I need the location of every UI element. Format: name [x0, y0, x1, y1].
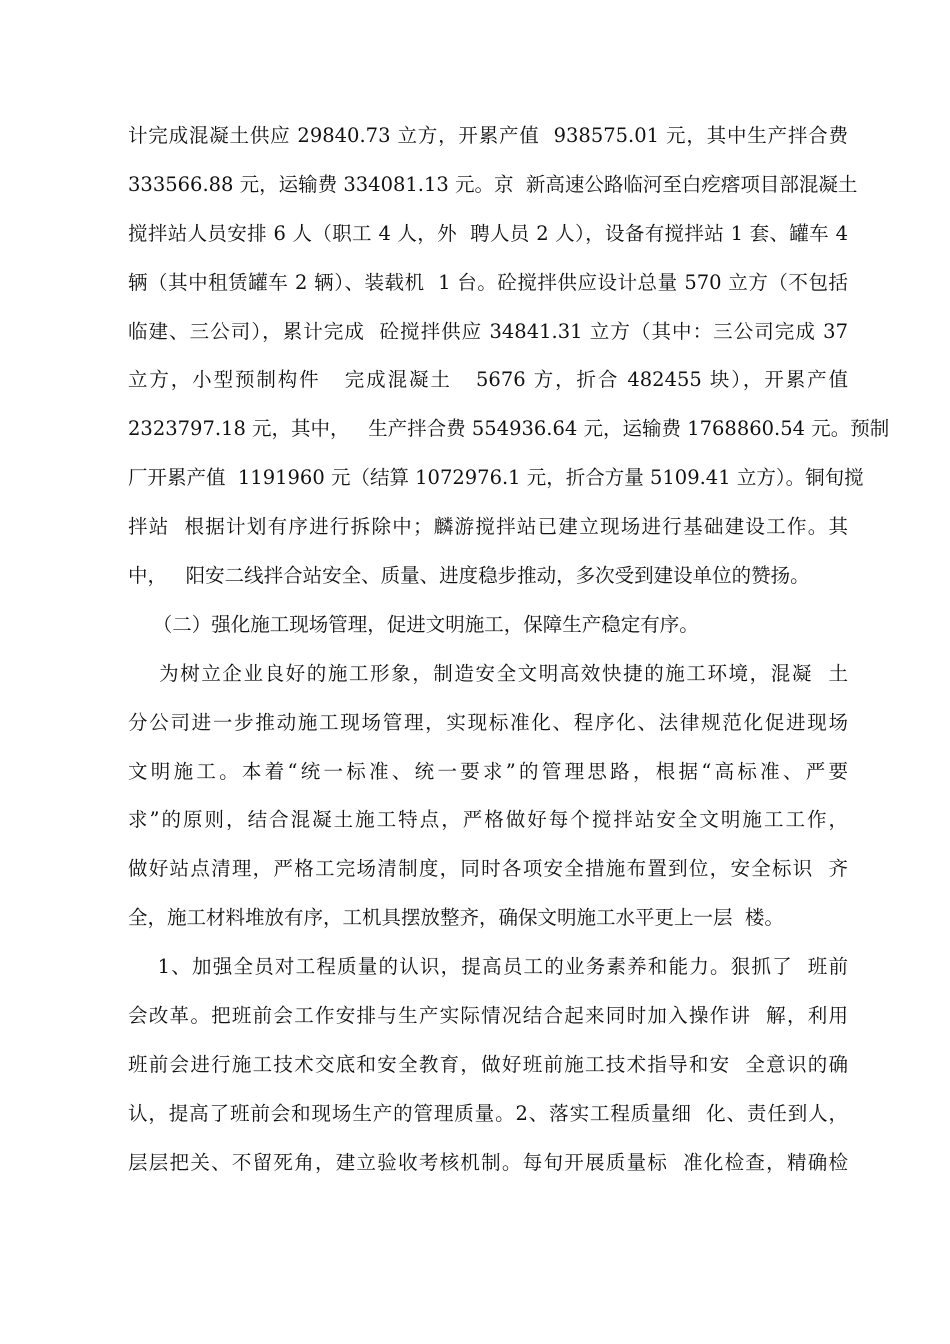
document-page [128, 112, 890, 1188]
text-line-1: 计完成混凝土供应 29840.73 立方，开累产值 938575.01 元，其中生产拌合费 [128, 124, 848, 147]
text-line-22: 层层把关、不留死角，建立验收考核机制。每旬开展质量标 准化检查，精确检 [128, 1150, 848, 1174]
text-line-13: 分公司进一步推动施工现场管理，实现标准化、程序化、法律规范化促进现场 [128, 710, 848, 734]
text-line-7: 2323797.18 元，其中， 生产拌合费 554936.64 元，运输费 1768860.54 元。预制 [128, 417, 890, 441]
section-heading: （二）强化施工现场管理，促进文明施工，保障生产稳定有序。 [128, 612, 699, 636]
text-line-17: 全，施工材料堆放有序，工机具摆放整齐，确保文明施工水平更上一层 楼。 [128, 906, 784, 930]
text-line-20: 班前会进行施工技术交底和安全教育，做好班前施工技术指导和安 全意识的确 [128, 1052, 848, 1076]
text-line-16: 做好站点清理，严格工完场清制度，同时各项安全措施布置到位，安全标识 齐 [128, 857, 848, 881]
text-line-9: 拌站 根据计划有序进行拆除中；麟游搅拌站已建立现场进行基础建设工作。其 [128, 515, 848, 539]
text-line-21: 认，提高了班前会和现场生产的管理质量。2、落实工程质量细 化、责任到人， [128, 1101, 848, 1125]
text-line-18: 1、加强全员对工程质量的认识，提高员工的业务素养和能力。狠抓了 班前 [128, 955, 848, 979]
text-line-15: 求”的原则，结合混凝土施工特点，严格做好每个搅拌站安全文明施工工作， [128, 808, 848, 832]
text-line-3: 搅拌站人员安排 6 人（职工 4 人，外 聘人员 2 人），设备有搅拌站 1 套、罐车 4 [128, 221, 848, 245]
text-line-19: 会改革。把班前会工作安排与生产实际情况结合起来同时加入操作讲 解，利用 [128, 1004, 848, 1028]
text-line-4: 辆（其中租赁罐车 2 辆）、装载机 1 台。砼搅拌供应设计总量 570 立方（不包括 [128, 270, 848, 294]
text-line-8: 厂开累产值 1191960 元（结算 1072976.1 元，折合方量 5109.41 立方）。铜旬搅 [128, 466, 864, 490]
text-line-5: 临建、三公司），累计完成 砼搅拌供应 34841.31 立方（其中：三公司完成 37 [128, 319, 848, 343]
text-line-6: 立方，小型预制构件 完成混凝土 5676 方，折合 482455 块），开累产值 [128, 368, 848, 392]
text-line-12: 为树立企业良好的施工形象，制造安全文明高效快捷的施工环境，混凝 土 [128, 661, 848, 685]
text-line-10: 中， 阳安二线拌合站安全、质量、进度稳步推动，多次受到建设单位的赞扬。 [128, 564, 810, 588]
text-line-14: 文明施工。本着“统一标准、统一要求”的管理思路，根据“高标准、严要 [128, 759, 848, 783]
text-line-2: 333566.88 元，运输费 334081.13 元。京 新高速公路临河至白疙瘩项目部混凝土 [128, 172, 858, 196]
